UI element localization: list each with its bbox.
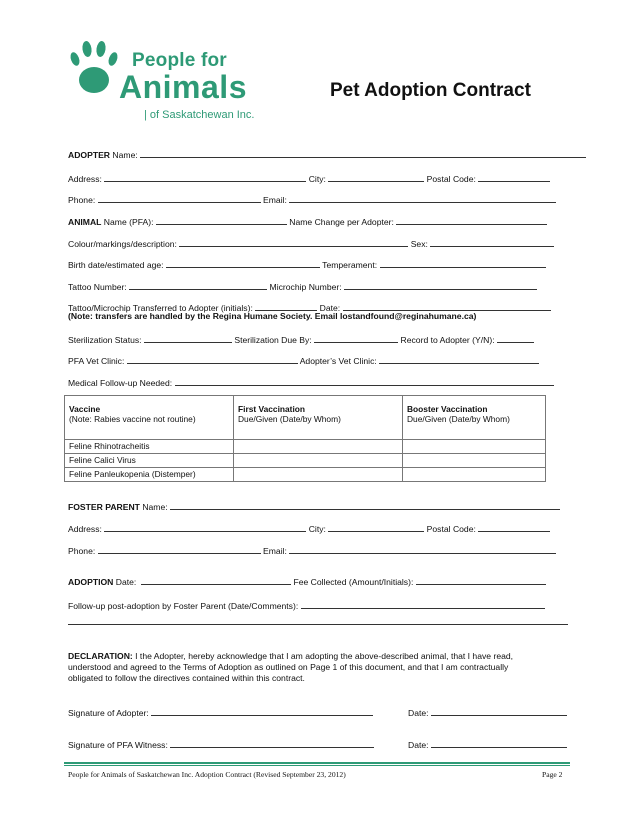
first-vaccination-cell[interactable] [234, 454, 403, 468]
name-change-label: Name Change per Adopter: [289, 217, 394, 227]
foster-city-label: City: [308, 524, 326, 534]
page-number: Page 2 [542, 770, 563, 779]
adopter-signature-row [68, 706, 373, 718]
fee-field[interactable] [416, 575, 546, 585]
foster-name-label: Name: [139, 502, 168, 512]
adopter-date-field[interactable] [431, 706, 567, 716]
table-row [65, 468, 546, 482]
first-vaccination-sub: Due/Given (Date/by Whom) [238, 414, 341, 424]
vaccine-name-cell: Feline Rhinotracheitis [65, 440, 234, 454]
adopter-phone-label: Phone: [68, 195, 96, 205]
sterilization-due-field[interactable] [314, 333, 398, 343]
adopter-name-label: Name: [110, 150, 138, 160]
witness-signature-row [68, 738, 374, 750]
microchip-field[interactable] [344, 280, 537, 290]
animal-heading: ANIMAL [68, 217, 102, 227]
foster-postal-label: Postal Code: [426, 524, 476, 534]
foster-phone-label: Phone: [68, 546, 96, 556]
record-field[interactable] [497, 333, 534, 343]
sterilization-field[interactable] [144, 333, 232, 343]
sex-label: Sex: [410, 239, 428, 249]
org-name-line2: Animals [119, 69, 247, 105]
sterilization-row [68, 333, 534, 345]
followup-field[interactable] [301, 599, 545, 609]
adopter-postal-field[interactable] [478, 172, 550, 182]
foster-address-field[interactable] [104, 522, 306, 532]
first-vaccination-title: First Vaccination [238, 404, 306, 414]
table-row [65, 440, 546, 454]
birth-field[interactable] [166, 258, 320, 268]
adopter-heading: ADOPTER [68, 150, 111, 160]
foster-postal-field[interactable] [478, 522, 550, 532]
colour-field[interactable] [179, 237, 408, 247]
adopter-postal-label: Postal Code: [426, 174, 476, 184]
record-label: Record to Adopter (Y/N): [400, 335, 495, 345]
foster-phone-row [68, 544, 556, 556]
booster-header-cell [403, 396, 546, 440]
sterilization-label: Sterilization Status: [68, 335, 142, 345]
vaccine-table [64, 395, 546, 482]
booster-sub: Due/Given (Date/by Whom) [407, 414, 510, 424]
adoption-row [68, 575, 546, 587]
adopter-date-label: Date: [408, 708, 429, 718]
foster-name-row [68, 500, 560, 512]
transferred-field[interactable] [255, 301, 317, 311]
foster-city-field[interactable] [328, 522, 424, 532]
booster-title: Booster Vaccination [407, 404, 488, 414]
org-name-line1: People for [132, 50, 227, 71]
adopter-address-field[interactable] [104, 172, 306, 182]
foster-phone-field[interactable] [98, 544, 261, 554]
microchip-label: Microchip Number: [269, 282, 342, 292]
declaration-line1 [68, 651, 513, 661]
transferred-date-field[interactable] [343, 301, 551, 311]
temperament-field[interactable] [380, 258, 546, 268]
declaration-text-1: I the Adopter, hereby acknowledge that I am adopting the above-described animal, that I have read, [132, 651, 514, 661]
table-row [65, 454, 546, 468]
declaration-heading: DECLARATION: [68, 651, 133, 661]
vaccine-header-title: Vaccine [69, 404, 101, 414]
adopter-phone-field[interactable] [98, 193, 261, 203]
adopter-address-label: Address: [68, 174, 102, 184]
adopter-name-row [68, 148, 586, 160]
foster-address-row [68, 522, 550, 534]
adoption-date-label: Date: [113, 577, 137, 587]
booster-cell[interactable] [403, 454, 546, 468]
medical-row [68, 376, 554, 388]
footer-text: People for Animals of Saskatchewan Inc. Adoption Contract (Revised September 23, 2012) [68, 770, 346, 779]
footer-divider-top [64, 762, 570, 764]
vaccine-name-cell: Feline Panleukopenia (Distemper) [65, 468, 234, 482]
transfer-note: (Note: transfers are handled by the Regina Humane Society. Email lostandfound@reginahumane.ca) [68, 311, 477, 321]
transferred-label: Tattoo/Microchip Transferred to Adopter (initials): [68, 303, 253, 313]
followup-row [68, 599, 545, 611]
first-vaccination-header-cell [234, 396, 403, 440]
first-vaccination-cell[interactable] [234, 468, 403, 482]
birth-label: Birth date/estimated age: [68, 260, 164, 270]
declaration-line2: understood and agreed to the Terms of Adoption as outlined on Page 1 of this document, and that I am contractually [68, 662, 509, 672]
vaccine-header-cell [65, 396, 234, 440]
colour-row [68, 237, 554, 249]
pfa-vet-label: PFA Vet Clinic: [68, 356, 125, 366]
transferred-date-label: Date: [319, 303, 341, 313]
adopter-name-field[interactable] [140, 148, 586, 158]
adopter-vet-field[interactable] [379, 354, 539, 364]
first-vaccination-cell[interactable] [234, 440, 403, 454]
witness-date-row [408, 738, 567, 750]
witness-date-field[interactable] [431, 738, 567, 748]
animal-name-row [68, 215, 547, 227]
org-name-line3: | of Saskatchewan Inc. [144, 109, 255, 121]
adopter-signature-label: Signature of Adopter: [68, 708, 149, 718]
page-title: Pet Adoption Contract [330, 80, 531, 101]
vaccine-table-header [65, 396, 546, 440]
adopter-phone-row [68, 193, 556, 205]
tattoo-field[interactable] [129, 280, 267, 290]
vet-row [68, 354, 539, 366]
adopter-date-row [408, 706, 567, 718]
foster-email-label: Email: [263, 546, 287, 556]
medical-field[interactable] [175, 376, 554, 386]
animal-name-label: Name (PFA): [101, 217, 154, 227]
followup-label: Follow-up post-adoption by Foster Parent (Date/Comments): [68, 601, 299, 611]
followup-extra-line[interactable] [68, 624, 568, 625]
adoption-heading: ADOPTION [68, 577, 114, 587]
sex-field[interactable] [430, 237, 554, 247]
sterilization-due-label: Sterilization Due By: [234, 335, 312, 345]
foster-address-label: Address: [68, 524, 102, 534]
birth-row [68, 258, 546, 270]
temperament-label: Temperament: [322, 260, 378, 270]
witness-signature-label: Signature of PFA Witness: [68, 740, 168, 750]
adopter-email-field[interactable] [289, 193, 556, 203]
tattoo-row [68, 280, 537, 292]
foster-name-field[interactable] [170, 500, 560, 510]
declaration-line3: obligated to follow the directives contained within this contract. [68, 673, 305, 683]
adopter-signature-field[interactable] [151, 706, 373, 716]
witness-signature-field[interactable] [170, 738, 374, 748]
booster-cell[interactable] [403, 440, 546, 454]
adopter-address-row [68, 172, 550, 184]
medical-label: Medical Follow-up Needed: [68, 378, 173, 388]
foster-email-field[interactable] [289, 544, 556, 554]
witness-date-label: Date: [408, 740, 429, 750]
vaccine-header-sub: (Note: Rabies vaccine not routine) [69, 414, 196, 424]
adopter-email-label: Email: [263, 195, 287, 205]
animal-name-field[interactable] [156, 215, 287, 225]
name-change-field[interactable] [396, 215, 547, 225]
foster-heading: FOSTER PARENT [68, 502, 140, 512]
vaccine-name-cell: Feline Calici Virus [65, 454, 234, 468]
adopter-city-label: City: [308, 174, 326, 184]
fee-label: Fee Collected (Amount/Initials): [293, 577, 414, 587]
pfa-vet-field[interactable] [127, 354, 298, 364]
adoption-date-field[interactable] [141, 575, 291, 585]
booster-cell[interactable] [403, 468, 546, 482]
colour-label: Colour/markings/description: [68, 239, 177, 249]
footer-divider-bottom [64, 765, 570, 766]
tattoo-label: Tattoo Number: [68, 282, 127, 292]
paw-logo-icon [68, 40, 120, 98]
adopter-city-field[interactable] [328, 172, 424, 182]
adopter-vet-label: Adopter’s Vet Clinic: [299, 356, 377, 366]
